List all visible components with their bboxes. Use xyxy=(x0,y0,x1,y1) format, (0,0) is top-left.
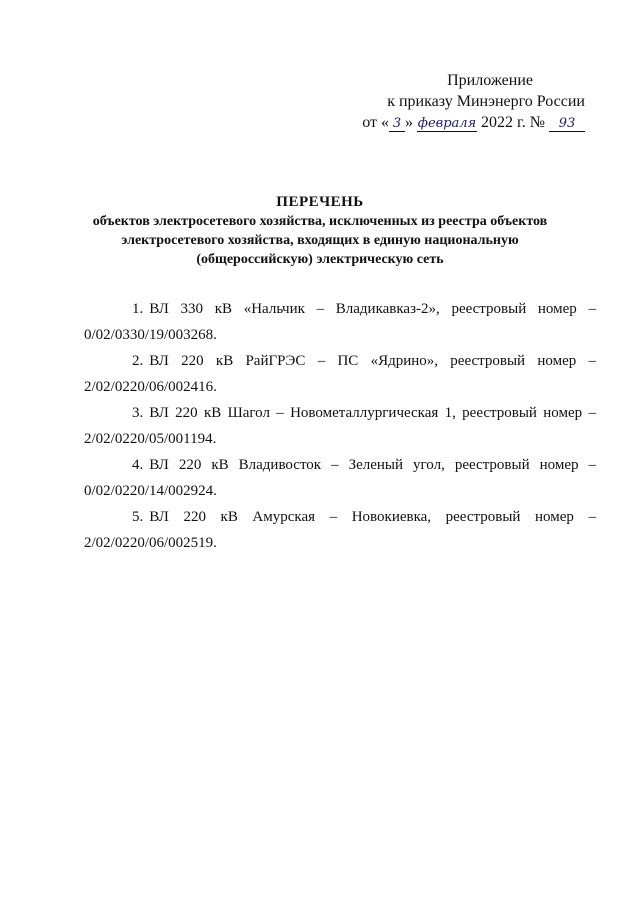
handwritten-order-number: 93 xyxy=(549,117,585,132)
list-item-first-line xyxy=(84,452,596,478)
list-item xyxy=(84,400,596,452)
list-item xyxy=(84,296,596,348)
date-year: 2022 г. № xyxy=(480,114,545,131)
list-item-number: 1. xyxy=(132,301,144,317)
list-item xyxy=(84,452,596,504)
appendix-label: Приложение xyxy=(447,72,533,89)
list-item-text: ВЛ 220 кВ Амурская – Новокиевка, реестровый номер – xyxy=(149,509,596,525)
list-item xyxy=(84,504,596,556)
list-item-first-line xyxy=(84,348,596,374)
date-mid: » xyxy=(404,114,413,131)
list-item-number: 3. xyxy=(132,405,144,421)
list-item-registry-number: 0/02/0330/19/003268. xyxy=(84,327,217,343)
title-line-3: (общероссийскую) электрическую сеть xyxy=(196,252,444,267)
list-item-first-line xyxy=(84,504,596,530)
order-date-line xyxy=(325,112,585,133)
list-item-registry-number: 2/02/0220/05/001194. xyxy=(84,431,217,447)
list-item-text: ВЛ 220 кВ Владивосток – Зеленый угол, реестровый номер – xyxy=(149,457,596,473)
list-item-registry-number: 2/02/0220/06/002416. xyxy=(84,379,217,395)
date-prefix: от « xyxy=(362,114,389,131)
document-title xyxy=(70,192,570,269)
title-line-2: электросетевого хозяйства, входящих в единую национальную xyxy=(121,233,519,248)
list-item-text: ВЛ 220 кВ Шагол – Новометаллургическая 1, реестровый номер – xyxy=(149,405,596,421)
title-heading: ПЕРЕЧЕНЬ xyxy=(276,194,364,210)
list-item-text: ВЛ 220 кВ РайГРЭС – ПС «Ядрино», реестровый номер – xyxy=(149,353,596,369)
list-item-first-line xyxy=(84,400,596,426)
list-item-text: ВЛ 330 кВ «Нальчик – Владикавказ-2», реестровый номер – xyxy=(149,301,596,317)
list-item-registry-number: 0/02/0220/14/002924. xyxy=(84,483,217,499)
list-item-registry-number: 2/02/0220/06/002519. xyxy=(84,535,217,551)
list-item xyxy=(84,348,596,400)
handwritten-day: 3 xyxy=(389,117,405,132)
title-line-1: объектов электросетевого хозяйства, исключенных из реестра объектов xyxy=(92,214,548,229)
appendix-header xyxy=(325,70,585,133)
order-reference: к приказу Минэнерго России xyxy=(387,93,585,110)
list-item-number: 4. xyxy=(132,457,144,473)
list-item-first-line xyxy=(84,296,596,322)
objects-list xyxy=(84,296,596,556)
list-item-number: 5. xyxy=(132,509,144,525)
list-item-number: 2. xyxy=(132,353,144,369)
handwritten-month: февраля xyxy=(417,116,477,131)
